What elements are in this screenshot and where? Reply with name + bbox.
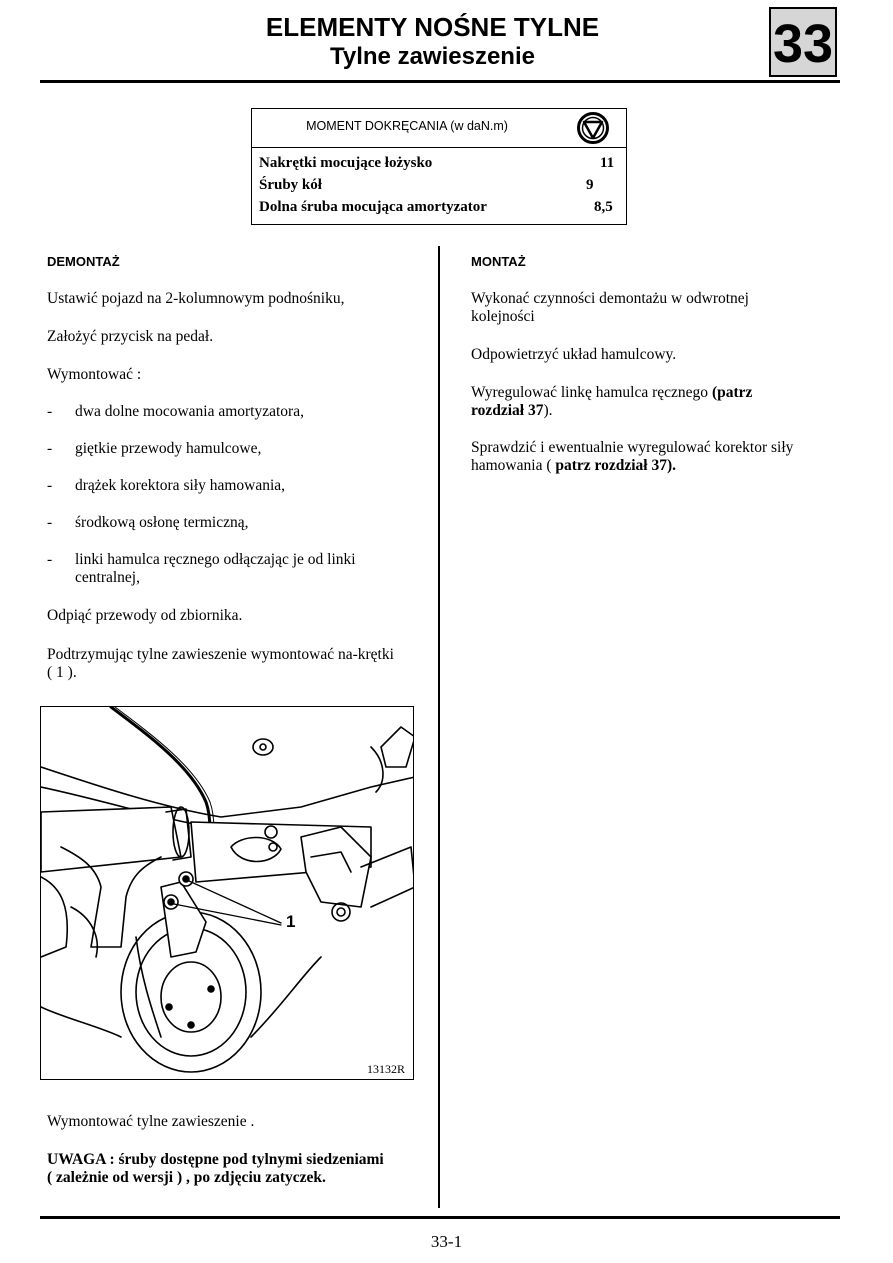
torque-row (252, 152, 626, 174)
figure-callout-label: 1 (286, 912, 296, 931)
bullet-item: drążek korektora siły hamowania, (75, 477, 286, 494)
torque-table-header (252, 109, 626, 148)
torque-row-label: Śruby kół (259, 177, 322, 193)
chapter-reference: (patrz rozdział 37 (471, 384, 753, 419)
bullet-marker: - (47, 477, 53, 494)
refitting-heading: MONTAŻ (471, 254, 526, 269)
page-subtitle: Tylne zawieszenie (330, 43, 535, 70)
torque-table-title: MOMENT DOKRĘCANIA (w daN.m) (306, 119, 508, 133)
chapter-number-badge: 33 (769, 7, 837, 77)
refitting-step-text: Wyregulować linkę hamulca ręcznego (471, 384, 712, 401)
torque-row-value: 9 (586, 177, 594, 193)
removal-step: Założyć przycisk na pedał. (47, 328, 214, 345)
removal-step: Podtrzymując tylne zawieszenie wymontować na-krętki ( 1 ). (47, 646, 394, 681)
refitting-step-text: Sprawdzić i ewentualnie wyregulować korektor siły hamowania ( (471, 439, 794, 474)
torque-row-value: 11 (600, 155, 615, 171)
removal-step: Odpiąć przewody od zbiornika. (47, 607, 243, 624)
column-divider (438, 246, 440, 1208)
page-number: 33-1 (430, 1232, 463, 1251)
bullet-marker: - (47, 403, 53, 420)
footer-divider (40, 1216, 840, 1219)
bullet-item: środkową osłonę termiczną, (75, 514, 249, 531)
refitting-step-text: ). (543, 402, 553, 419)
removal-step: Wymontować tylne zawieszenie . (47, 1113, 255, 1130)
page-title: ELEMENTY NOŚNE TYLNE (265, 12, 600, 42)
suspension-drawing (41, 707, 414, 1080)
refitting-step (471, 439, 816, 475)
figure-reference-code: 13132R (366, 1062, 405, 1076)
suspension-illustration (40, 706, 414, 1080)
torque-row-value: 8,5 (594, 199, 613, 215)
bullet-item: giętkie przewody hamulcowe, (75, 440, 262, 457)
refitting-step: Odpowietrzyć układ hamulcowy. (471, 346, 677, 363)
torque-row-label: Nakrętki mocujące łożysko (259, 155, 433, 171)
bullet-marker: - (47, 551, 53, 568)
bullet-item: dwa dolne mocowania amortyzatora, (75, 403, 304, 420)
removal-step: Ustawić pojazd na 2-kolumnowym podnośniku, (47, 290, 345, 307)
torque-row (252, 174, 626, 196)
warning-note: UWAGA : śruby dostępne pod tylnymi siedzeniami ( zależnie od wersji ) , po zdjęciu zatyczek. (47, 1151, 384, 1186)
torque-row-label: Dolna śruba mocująca amortyzator (259, 199, 487, 215)
bullet-marker: - (47, 440, 53, 457)
page-header (40, 12, 825, 72)
torque-table (251, 108, 627, 225)
refitting-step (471, 384, 791, 420)
refitting-step: Wykonać czynności demontażu w odwrotnej kolejności (471, 290, 749, 325)
torque-row (252, 196, 626, 218)
removal-heading: DEMONTAŻ (47, 254, 120, 269)
bullet-marker: - (47, 514, 53, 531)
chapter-reference: patrz rozdział 37). (555, 457, 677, 474)
removal-step: Wymontować : (47, 366, 142, 383)
bullet-item: linki hamulca ręcznego odłączając je od linki centralnej, (75, 551, 356, 586)
torque-wrench-icon (576, 111, 610, 145)
header-divider (40, 80, 840, 83)
